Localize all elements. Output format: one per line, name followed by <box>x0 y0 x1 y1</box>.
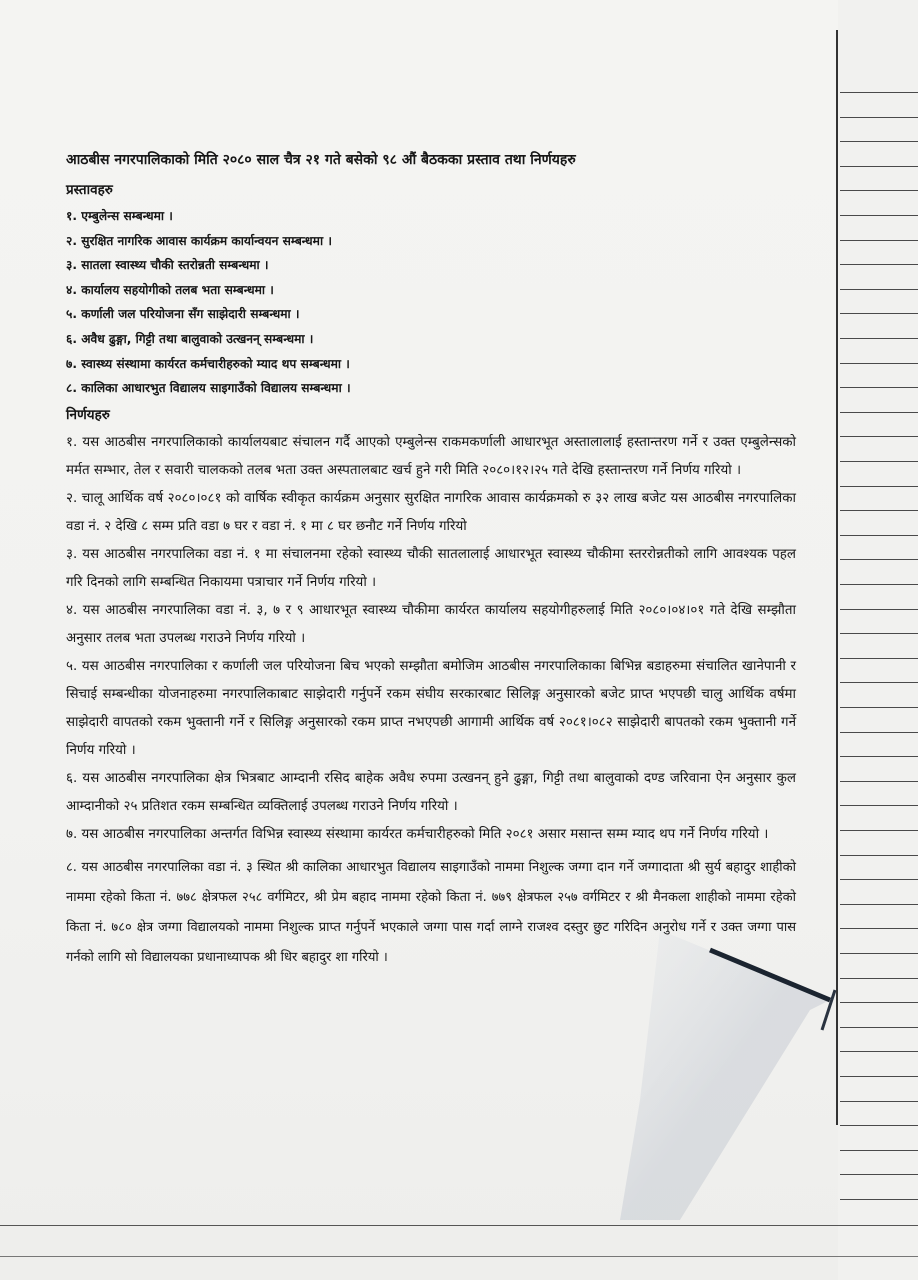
notebook-rule-line <box>840 535 918 536</box>
proposal-item: २. सुरक्षित नागरिक आवास कार्यक्रम कार्यान्वयन सम्बन्धमा । <box>66 233 332 248</box>
decision-item: ३. यस आठबीस नगरपालिका वडा नं. १ मा संचालनमा रहेको स्वास्थ्य चौकी सातलालाई आधारभूत स्वास्थ्य चौकीमा स्तररोन्नतीको लागि आवश्यक पहल गरि दिनको लागि सम्बन्धित निकायमा पत्राचार गर्ने निर्णय गरियो । <box>66 546 796 590</box>
notebook-rule-line <box>840 436 918 437</box>
proposal-item: ५. कर्णाली जल परियोजना सँग साझेदारी सम्बन्धमा । <box>66 307 300 322</box>
decisions-heading: निर्णयहरु <box>66 406 110 423</box>
notebook-rule-line <box>840 166 918 167</box>
notebook-rule-line <box>840 92 918 93</box>
notebook-rule-line <box>840 855 918 856</box>
notebook-rule-line <box>840 338 918 339</box>
decision-item: ४. यस आठबीस नगरपालिका वडा नं. ३, ७ र ९ आधारभूत स्वास्थ्य चौकीमा कार्यरत कार्यालय सहयोगीहरुलाई मिति २०८०।०४।०१ गते देखि सम्झौता अनुसार तलब भता उपलब्ध गराउने निर्णय गरियो । <box>66 602 796 646</box>
notebook-rule-line <box>840 264 918 265</box>
proposal-item: ६. अवैध ढुङ्गा, गिट्टी तथा बालुवाको उत्खनन् सम्बन्धमा । <box>66 331 314 346</box>
notebook-rule-line <box>840 486 918 487</box>
notebook-rule-line <box>840 732 918 733</box>
notebook-rule-line <box>840 584 918 585</box>
notebook-rule-line <box>840 289 918 290</box>
decision-item: ८. यस आठबीस नगरपालिका वडा नं. ३ स्थित श्री कालिका आधारभुत विद्यालय साइगाउँको नाममा निशुल्क जग्गा दान गर्ने जग्गादाता श्री सुर्य बहादुर शाहीको नाममा रहेको किता नं. ७७८ क्षेत्रफल २५८ वर्गमिटर, श्री प्रेम बहाद नाममा रहेको किता नं. ७७९ क्षेत्रफल २५७ वर्गमिटर र श्री मैनकला शाहीको नाममा रहेको किता नं. ७८० क्षेत्र जग्गा विद्यालयको नाममा निशुल्क प्राप्त गर्नुपर्ने भएकाले जग्गा पास गर्दा लाग्ने राजश्व दस्तुर छुट गरिदिन अनुरोध गर्ने र उक्त जग्गा पास गर्नको लागि सो विद्यालयका प्रधानाध्यापक श्री धिर बहादुर शा गरियो । <box>66 859 796 965</box>
decisions-list <box>66 429 796 973</box>
notebook-rule-line <box>840 240 918 241</box>
notebook-rule-line <box>840 461 918 462</box>
notebook-rule-line <box>840 756 918 757</box>
decision-item: ५. यस आठबीस नगरपालिका र कर्णाली जल परियोजना बिच भएको सम्झौता बमोजिम आठबीस नगरपालिकाका बिभिन्न बडाहरुमा संचालित खानेपानी र सिचाई सम्बन्धीका योजनाहरुमा नगरपालिकाबाट साझेदारी गर्नुपर्ने रकम संघीय सरकारबाट सिलिङ्ग अनुसारको बजेट प्राप्त भएपछी चालु आर्थिक वर्षमा साझेदारी वापतको रकम भुक्तानी गर्ने र सिलिङ्ग अनुसारको रकम प्राप्त नभएपछी आगामी आर्थिक वर्ष २०८१।०८२ साझेदारी बापतको रकम भुक्तानी गर्ने निर्णय गरियो । <box>66 658 796 758</box>
paper-fold-shadow <box>560 930 900 1220</box>
notebook-rule-line <box>840 805 918 806</box>
notebook-rule-line <box>840 904 918 905</box>
notebook-rule-line <box>840 117 918 118</box>
decision-item: ६. यस आठबीस नगरपालिका क्षेत्र भित्रबाट आम्दानी रसिद बाहेक अवैध रुपमा उत्खनन् हुने ढुङ्गा, गिट्टी तथा बालुवाको दण्ड जरिवाना ऐन अनुसार कुल आम्दानीको २५ प्रतिशत रकम सम्बन्धित व्यक्तिलाई उपलब्ध गराउने निर्णय गरियो । <box>66 770 796 814</box>
bottom-rule <box>0 1256 918 1257</box>
decision-item: १. यस आठबीस नगरपालिकाको कार्यालयबाट संचालन गर्दै आएको एम्बुलेन्स राकमकर्णाली आधारभूत अस्तालालाई हस्तान्तरण गर्ने र उक्त एम्बुलेन्सको मर्मत सम्भार, तेल र सवारी चालकको तलब भता उक्त अस्पतालबाट खर्च हुने गरी मिति २०८०।१२।२५ गते देखि हस्तान्तरण गर्ने निर्णय गरियो । <box>66 434 796 478</box>
proposals-heading: प्रस्तावहरु <box>66 182 113 198</box>
notebook-rule-line <box>840 141 918 142</box>
notebook-rule-line <box>840 559 918 560</box>
proposal-item: ७. स्वास्थ्य संस्थामा कार्यरत कर्मचारीहरुको म्याद थप सम्बन्धमा । <box>66 356 350 371</box>
notebook-rule-line <box>840 633 918 634</box>
notebook-rule-line <box>840 387 918 388</box>
proposal-item: ८. कालिका आधारभुत विद्यालय साइगाउँको विद्यालय सम्बन्धमा । <box>66 381 351 396</box>
notebook-rule-line <box>840 215 918 216</box>
notebook-rule-line <box>840 313 918 314</box>
document-title: आठबीस नगरपालिकाको मिति २०८० साल चैत्र २१ गते बसेको ९८ औं बैठकका प्रस्ताव तथा निर्णयहरु <box>66 152 576 168</box>
notebook-rule-line <box>840 609 918 610</box>
notebook-rule-line <box>840 707 918 708</box>
document-content <box>66 150 796 973</box>
notebook-rule-line <box>840 682 918 683</box>
notebook-rule-line <box>840 363 918 364</box>
notebook-rule-line <box>840 879 918 880</box>
notebook-rule-line <box>840 412 918 413</box>
decision-item: २. चालू आर्थिक वर्ष २०८०।०८१ को वार्षिक स्वीकृत कार्यक्रम अनुसार सुरक्षित नागरिक आवास कार्यक्रमको रु ३२ लाख बजेट यस आठबीस नगरपालिका वडा नं. २ देखि ८ सम्म प्रति वडा ७ घर र वडा नं. १ मा ८ घर छनौट गर्ने निर्णय गरियो <box>66 490 796 534</box>
decision-item: ७. यस आठबीस नगरपालिका अन्तर्गत विभिन्न स्वास्थ्य संस्थामा कार्यरत कर्मचारीहरुको मिति २०८१ असार मसान्त सम्म म्याद थप गर्ने निर्णय गरियो । <box>66 826 769 842</box>
notebook-rule-line <box>840 190 918 191</box>
proposal-item: १. एम्बुलेन्स सम्बन्धमा । <box>66 209 173 223</box>
notebook-rule-line <box>840 830 918 831</box>
bottom-rule <box>0 1225 918 1226</box>
notebook-rule-line <box>840 510 918 511</box>
proposals-list <box>66 204 796 401</box>
notebook-rule-line <box>840 781 918 782</box>
proposal-item: ३. सातला स्वास्थ्य चौकी स्तरोन्नती सम्बन्धमा । <box>66 258 269 273</box>
proposal-item: ४. कार्यालय सहयोगीको तलब भता सम्बन्धमा । <box>66 282 274 297</box>
notebook-rule-line <box>840 658 918 659</box>
